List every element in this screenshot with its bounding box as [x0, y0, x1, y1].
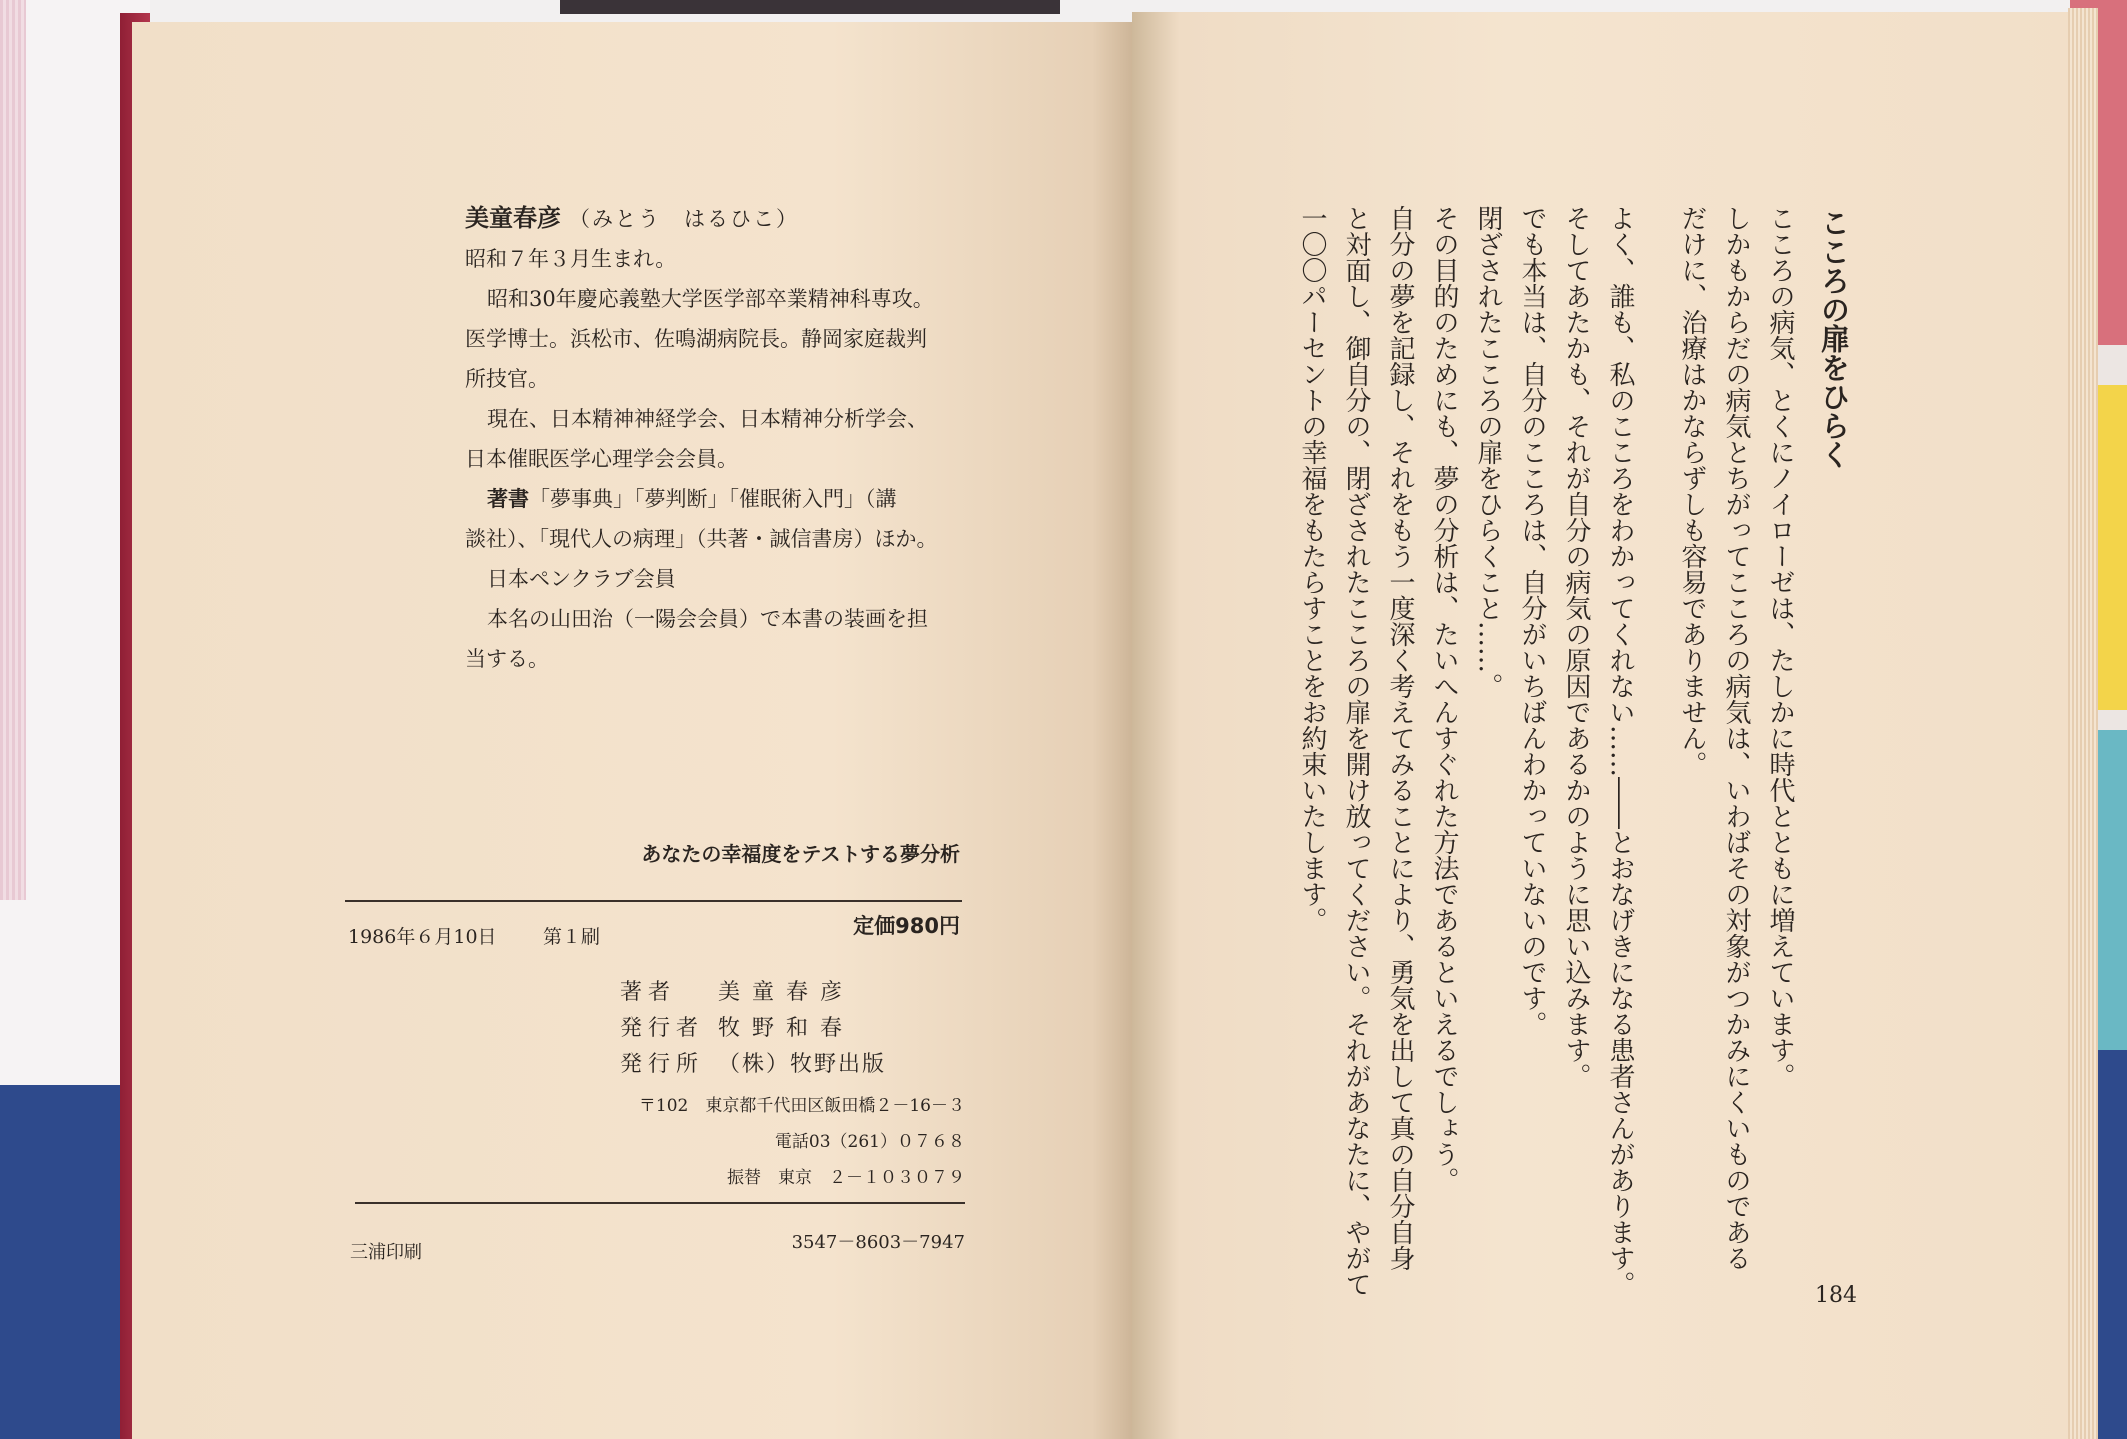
credit-row: [620, 1047, 965, 1083]
body-column: だけに、治療はかならずしも容易でありません。: [1677, 205, 1707, 777]
background-pink-stripe: [0, 0, 26, 900]
price: 定価980円: [853, 914, 960, 938]
printer-name: 三浦印刷: [350, 1242, 422, 1263]
credits: [620, 975, 965, 1083]
book-title: あなたの幸福度をテストする夢分析: [641, 842, 960, 866]
credit-row: [620, 1011, 965, 1047]
publication-date: 1986年６月10日: [348, 926, 497, 948]
publisher-address: [600, 1088, 965, 1196]
page-stack-edge: [2068, 8, 2098, 1439]
works-line-2: 談社）、「現代人の病理」（共著・誠信書房）ほか。: [465, 527, 938, 551]
printing-edition: 第１刷: [543, 926, 601, 948]
body-column: と対面し、御自分の、閉ざされたこころの扉を開け放ってください。それがあなたに、やがて: [1341, 205, 1371, 1297]
credit-label: 発行者: [620, 1016, 705, 1041]
credit-label: 発行所: [620, 1052, 705, 1077]
bio-line: 当する。: [465, 647, 549, 671]
author-reading: （みとう はるひこ）: [569, 207, 799, 231]
bio-line: 昭和30年慶応義塾大学医学部卒業精神科専攻。: [487, 287, 934, 311]
body-column: でも本当は、自分のこころは、自分がいちばんわかっていないのです。: [1517, 205, 1547, 1037]
address-line: 〒102 東京都千代田区飯田橋２－16－３: [638, 1096, 965, 1116]
divider-top: [345, 900, 962, 902]
transfer-line: 振替 東京 ２－１０３０７９: [727, 1168, 965, 1188]
divider-bottom: [355, 1202, 965, 1204]
body-column: その目的のためにも、夢の分析は、たいへんすぐれた方法であるといえるでしょう。: [1429, 205, 1459, 1193]
bio-line: 所技官。: [465, 367, 549, 391]
author-name: 美童春彦: [465, 204, 561, 232]
works-line: [465, 479, 985, 519]
bio-line: 医学博士。浜松市、佐鳴湖病院長。静岡家庭裁判: [465, 327, 927, 351]
credit-value: 牧野和春: [718, 1016, 855, 1041]
works-label: 著書: [487, 487, 529, 511]
book-code: 3547－8603－7947: [791, 1232, 965, 1253]
page-number: 184: [1815, 1283, 1857, 1308]
body-column: 閉ざされたこころの扉をひらくこと……。: [1473, 205, 1503, 699]
author-bio: [465, 198, 985, 679]
credit-label: 著者: [620, 980, 677, 1005]
body-column: 一〇〇パーセントの幸福をもたらすことをお約束いたします。: [1297, 205, 1327, 933]
body-column: そしてあたかも、それが自分の病気の原因であるかのように思い込みます。: [1561, 205, 1591, 1089]
body-column: よく、誰も、私のこころをわかってくれない……――とおなげきになる患者さんがあります。: [1605, 205, 1635, 1297]
author-heading: [465, 198, 985, 239]
body-text: [1290, 205, 1830, 1325]
works-text: 「夢事典」「夢判断」「催眠術入門」（講: [529, 487, 897, 511]
section-heading: こころの扉をひらく: [1817, 208, 1851, 469]
bio-line: 本名の山田治（一陽会会員）で本書の装画を担: [487, 607, 928, 631]
bio-line: 日本催眠医学心理学会会員。: [465, 447, 738, 471]
body-column: しかもからだの病気とちがってこころの病気は、いわばその対象がつかみにくいものである: [1721, 205, 1751, 1271]
phone-line: 電話03（261）０７６８: [774, 1132, 965, 1152]
credit-value: （株）牧野出版: [718, 1052, 887, 1077]
bio-line: 日本ペンクラブ会員: [487, 567, 676, 591]
body-column: こころの病気、とくにノイローゼは、たしかに時代とともに増えています。: [1765, 205, 1795, 1089]
bio-line: 昭和７年３月生まれ。: [465, 247, 677, 271]
bio-line: 現在、日本精神神経学会、日本精神分析学会、: [487, 407, 928, 431]
credit-value: 美童春彦: [718, 980, 855, 1005]
credit-row: [620, 975, 965, 1011]
body-column: 自分の夢を記録し、それをもう一度深く考えてみることにより、勇気を出して真の自分自身: [1385, 205, 1415, 1271]
